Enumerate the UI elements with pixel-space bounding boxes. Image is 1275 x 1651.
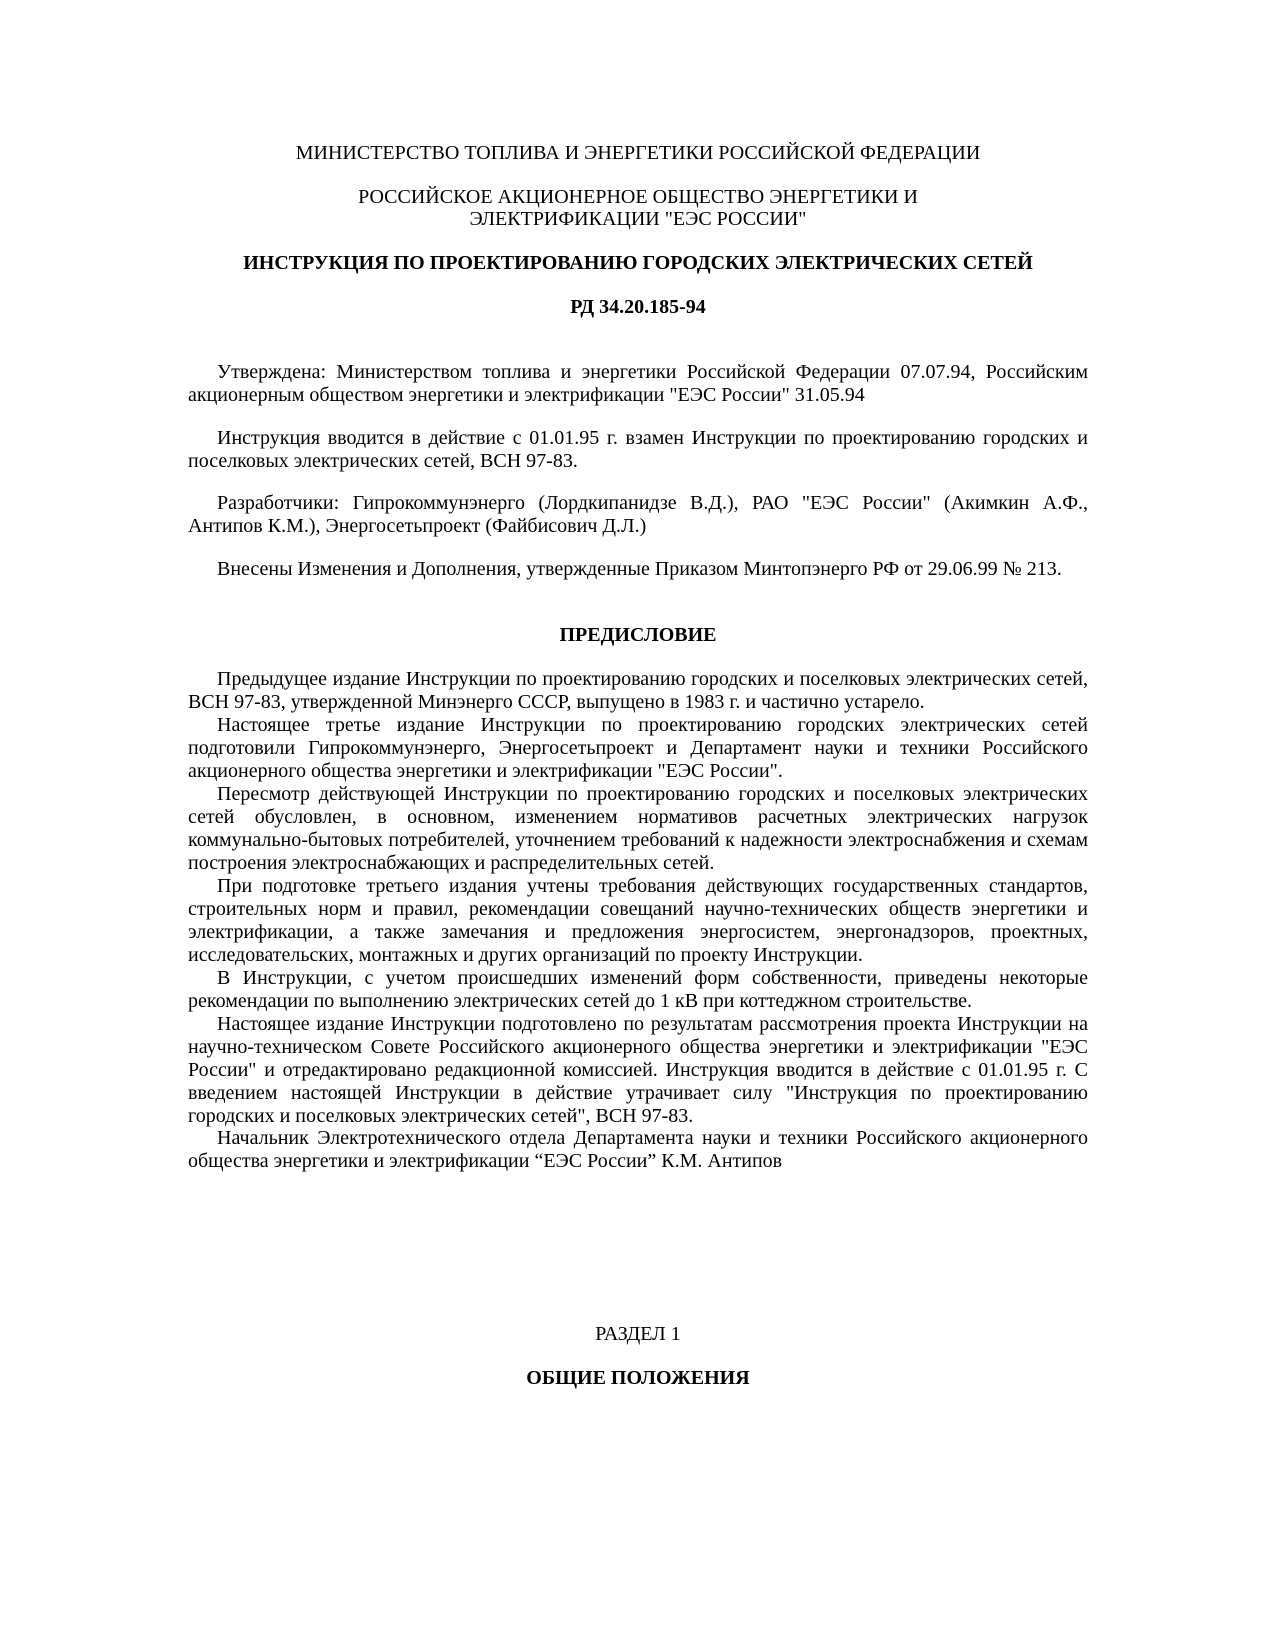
effective-paragraph: Инструкция вводится в действие с 01.01.95 г. взамен Инструкции по проектированию городских и поселковых электрических сетей, ВСН 97-83. [188, 427, 1088, 472]
developers-note [188, 492, 1088, 538]
section-label: РАЗДЕЛ 1 [595, 1323, 681, 1345]
preface-body [188, 668, 1088, 1128]
effective-note [188, 427, 1088, 473]
changes-note [188, 558, 1088, 581]
preface-paragraph: Настоящее третье издание Инструкции по проектированию городских электрических сетей подготовили Гипрокоммунэнерго, Энергосетьпроект и Департамент науки и техники Российского акционерного общества энергетики и электрификации "ЕЭС России". [188, 714, 1088, 782]
changes-paragraph: Внесены Изменения и Дополнения, утвержденные Приказом Минтопэнерго РФ от 29.06.99 № 213. [217, 558, 1062, 580]
preface-paragraph: Пересмотр действующей Инструкции по проектированию городских и поселковых электрических сетей обусловлен, в основном, изменением нормативов расчетных электрических нагрузок коммунально-бытовых потребителей, уточнением требований к надежности электроснабжения и схемам построения электроснабжающих и распределительных сетей. [188, 783, 1088, 874]
signature-block [188, 1127, 1088, 1173]
preface-heading: ПРЕДИСЛОВИЕ [559, 624, 717, 646]
company-heading-line-2: ЭЛЕКТРИФИКАЦИИ "ЕЭС РОССИИ" [469, 208, 807, 230]
preface-paragraph: Настоящее издание Инструкции подготовлено по результатам рассмотрения проекта Инструкции на научно-техническом Совете Российского акционерного общества энергетики и электрификации "ЕЭС России" и отредактировано редакционной комиссией. Инструкция вводится в действие с 01.01.95 г. С введением настоящей Инструкции в действие утрачивает силу "Инструкция по проектированию городских и поселковых электрических сетей", ВСН 97-83. [188, 1013, 1088, 1127]
developers-paragraph: Разработчики: Гипрокоммунэнерго (Лордкипанидзе В.Д.), РАО "ЕЭС России" (Акимкин А.Ф., Антипов К.М.), Энергосетьпроект (Файбисович Д.Л.) [188, 492, 1088, 537]
document-code: РД 34.20.185-94 [570, 296, 706, 318]
preface-paragraph: При подготовке третьего издания учтены требования действующих государственных стандартов, строительных норм и правил, рекомендации совещаний научно-технических обществ энергетики и электрификации, а также замечания и предложения энергосистем, энергонадзоров, проектных, исследовательских, монтажных и других организаций по проекту Инструкции. [188, 875, 1088, 966]
document-title: ИНСТРУКЦИЯ ПО ПРОЕКТИРОВАНИЮ ГОРОДСКИХ ЭЛЕКТРИЧЕСКИХ СЕТЕЙ [243, 252, 1033, 274]
preface-paragraph: В Инструкции, с учетом происшедших изменений форм собственности, приведены некоторые рекомендации по выполнению электрических сетей до 1 кВ при коттеджном строительстве. [188, 967, 1088, 1012]
signature-paragraph: Начальник Электротехнического отдела Департамента науки и техники Российского акционерного общества энергетики и электрификации “ЕЭС России” К.М. Антипов [188, 1127, 1088, 1172]
approval-paragraph: Утверждена: Министерством топлива и энергетики Российской Федерации 07.07.94, Российским акционерным обществом энергетики и электрификации "ЕЭС России" 31.05.94 [188, 361, 1088, 406]
preface-paragraph: Предыдущее издание Инструкции по проектированию городских и поселковых электрических сетей, ВСН 97-83, утвержденной Минэнерго СССР, выпущено в 1983 г. и частично устарело. [188, 668, 1088, 713]
section-title: ОБЩИЕ ПОЛОЖЕНИЯ [526, 1367, 750, 1389]
ministry-heading: МИНИСТЕРСТВО ТОПЛИВА И ЭНЕРГЕТИКИ РОССИЙСКОЙ ФЕДЕРАЦИИ [295, 142, 981, 164]
company-heading-line-1: РОССИЙСКОЕ АКЦИОНЕРНОЕ ОБЩЕСТВО ЭНЕРГЕТИКИ И [358, 186, 918, 208]
approval-note [188, 361, 1088, 407]
